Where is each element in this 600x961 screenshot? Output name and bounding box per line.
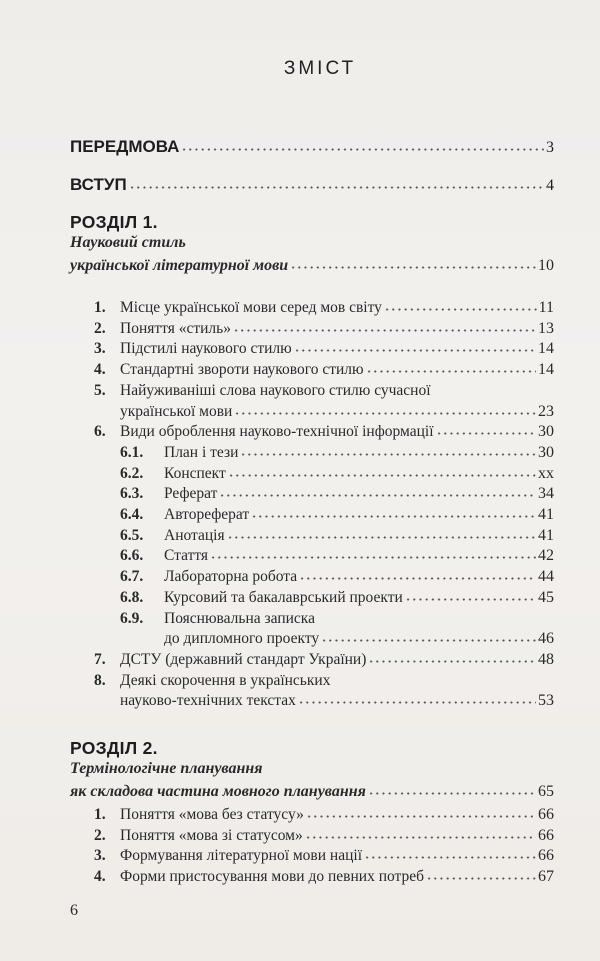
entry-page: 67 xyxy=(538,868,554,886)
entry-page: xx xyxy=(538,464,554,482)
entry-line xyxy=(94,526,554,547)
entry-line xyxy=(94,588,554,609)
entry-line xyxy=(94,609,554,630)
chapter-subtitle-text: Термінологічне планування xyxy=(70,760,263,777)
chapter-page: 10 xyxy=(538,257,554,274)
dot-leader xyxy=(299,577,536,580)
entry-line xyxy=(94,546,554,567)
entry-line xyxy=(94,402,554,423)
chapter-subtitle-line xyxy=(70,779,554,805)
dot-leader xyxy=(384,308,537,311)
entry-title: Підстилі наукового стилю xyxy=(120,340,292,358)
entry-line xyxy=(94,339,554,360)
entry-title: української мови xyxy=(120,402,233,420)
entry-number: 2. xyxy=(94,826,106,844)
toc-subsection xyxy=(94,484,554,505)
dot-leader xyxy=(228,474,536,477)
entry-number: 2. xyxy=(94,319,106,337)
entry-number: 6.9. xyxy=(120,609,144,627)
entry-page: 45 xyxy=(538,588,554,606)
entry-line xyxy=(94,484,554,505)
entry-number: 6.5. xyxy=(120,526,144,544)
entry-line xyxy=(94,422,554,443)
entry-title: План і тези xyxy=(164,443,239,461)
dot-leader xyxy=(181,148,544,151)
contents-title: ЗМІСТ xyxy=(283,58,357,79)
toc-section xyxy=(94,671,554,712)
toc-section xyxy=(94,319,554,340)
entry-number: 8. xyxy=(94,671,106,689)
entry-number: 1. xyxy=(94,806,106,823)
entry-number: 5. xyxy=(94,381,106,399)
entry-label: ВСТУП xyxy=(70,175,127,194)
toc-section xyxy=(94,650,554,671)
entry-number: 4. xyxy=(94,361,106,379)
entry-page: 66 xyxy=(538,806,554,823)
chapter-page: 65 xyxy=(538,783,554,800)
toc-section xyxy=(94,381,554,422)
toc-entry-introduction xyxy=(70,175,554,195)
toc-section xyxy=(94,867,554,888)
toc-section xyxy=(94,846,554,867)
entry-page: 44 xyxy=(538,568,554,586)
entry-label: ПЕРЕДМОВА xyxy=(70,137,180,156)
entry-line xyxy=(94,319,554,340)
entry-line xyxy=(94,298,554,319)
entry-title: до дипломного проекту xyxy=(164,630,320,648)
entry-number: 6.1. xyxy=(120,443,144,461)
toc-subsection xyxy=(94,588,554,609)
entry-page: 46 xyxy=(538,630,554,648)
dot-leader xyxy=(405,598,536,601)
entry-number: 3. xyxy=(94,847,106,865)
dot-leader xyxy=(294,349,536,352)
dot-leader xyxy=(210,556,536,559)
dot-leader xyxy=(251,515,536,518)
entry-title: Поняття «мова без статусу» xyxy=(120,806,304,823)
entry-page: 53 xyxy=(538,692,554,710)
dot-leader xyxy=(129,186,544,189)
entry-line xyxy=(94,846,554,867)
entry-line xyxy=(94,671,554,692)
entry-title: Лабораторна робота xyxy=(164,568,298,586)
entry-number: 6.7. xyxy=(120,568,144,586)
toc-section xyxy=(94,298,554,319)
chapter-2-items xyxy=(94,805,554,888)
entry-number: 3. xyxy=(94,340,106,358)
entry-title: Місце української мови серед мов світу xyxy=(120,299,382,316)
dot-leader xyxy=(234,412,536,415)
toc-section xyxy=(94,360,554,381)
entry-title: Пояснювальна записка xyxy=(164,609,315,627)
dot-leader xyxy=(368,792,536,795)
entry-line xyxy=(94,650,554,671)
entry-title: Стандартні звороти наукового стилю xyxy=(120,361,364,379)
entry-line xyxy=(94,629,554,650)
chapter-2 xyxy=(70,738,554,805)
entry-number: 1. xyxy=(94,299,106,316)
entry-title: Поняття «стиль» xyxy=(120,319,231,337)
dot-leader xyxy=(305,836,536,839)
dot-leader xyxy=(368,660,536,663)
entry-page: 30 xyxy=(538,443,554,461)
toc-section xyxy=(94,826,554,847)
dot-leader xyxy=(436,432,536,435)
entry-page: 41 xyxy=(538,506,554,524)
entry-number: 6.6. xyxy=(120,547,144,565)
entry-page: 4 xyxy=(546,177,554,194)
chapter-subtitle-text: Науковий стиль xyxy=(70,234,186,251)
toc-section xyxy=(94,805,554,826)
entry-number: 6.3. xyxy=(120,485,144,503)
dot-leader xyxy=(364,856,536,859)
entry-title: Форми пристосування мови до певних потреб xyxy=(120,868,425,886)
entry-line xyxy=(94,443,554,464)
entry-title: Курсовий та бакалаврський проекти xyxy=(164,588,403,606)
entry-line xyxy=(94,464,554,485)
dot-leader xyxy=(240,453,536,456)
entry-number: 6.2. xyxy=(120,464,144,482)
entry-page: 48 xyxy=(538,650,554,668)
entry-number: 4. xyxy=(94,868,106,886)
chapter-subtitle-text: української літературної мови xyxy=(70,257,289,274)
entry-number: 7. xyxy=(94,650,106,668)
page-number: 6 xyxy=(70,902,78,919)
entry-page: 3 xyxy=(546,139,554,156)
entry-line xyxy=(94,867,554,888)
entry-title: Стаття xyxy=(164,547,209,565)
dot-leader xyxy=(306,815,536,818)
chapter-subtitle-line xyxy=(70,758,554,779)
toc-section xyxy=(94,339,554,360)
dot-leader xyxy=(290,266,536,269)
entry-title: Реферат xyxy=(164,485,218,503)
toc-subsection xyxy=(94,567,554,588)
entry-title: Найуживаніші слова наукового стилю сучасної xyxy=(120,381,431,399)
toc-subsection xyxy=(94,443,554,464)
toc-subsection xyxy=(94,464,554,485)
entry-page: 14 xyxy=(538,361,554,379)
entry-line xyxy=(94,505,554,526)
entry-page: 34 xyxy=(538,485,554,503)
chapter-subtitle-line xyxy=(70,232,554,253)
entry-title: Поняття «мова зі статусом» xyxy=(120,826,303,844)
entry-page: 42 xyxy=(538,547,554,565)
toc-section xyxy=(94,422,554,443)
dot-leader xyxy=(321,639,536,642)
entry-title: Автореферат xyxy=(164,506,250,524)
entry-title: Конспект xyxy=(164,464,226,482)
entry-line xyxy=(94,567,554,588)
entry-title: Деякі скорочення в українських xyxy=(120,671,331,689)
toc-subsection xyxy=(94,526,554,547)
entry-page: 11 xyxy=(538,299,554,316)
chapter-heading: РОЗДІЛ 2. xyxy=(70,738,158,758)
chapter-heading: РОЗДІЛ 1. xyxy=(70,212,158,232)
dot-leader xyxy=(227,536,536,539)
entry-title: ДСТУ (державний стандарт України) xyxy=(120,650,367,668)
dot-leader xyxy=(219,494,536,497)
entry-line xyxy=(94,826,554,847)
chapter-1-items xyxy=(94,298,554,712)
entry-page: 14 xyxy=(538,340,554,358)
toc-subsection xyxy=(94,609,554,650)
entry-line xyxy=(94,805,554,826)
entry-number: 6. xyxy=(94,423,106,441)
entry-page: 66 xyxy=(538,826,554,844)
entry-title: Анотація xyxy=(164,526,225,544)
entry-page: 23 xyxy=(538,402,554,420)
chapter-1 xyxy=(70,212,554,279)
entry-page: 66 xyxy=(538,847,554,865)
dot-leader xyxy=(298,701,536,704)
entry-page: 13 xyxy=(538,319,554,337)
entry-number: 6.8. xyxy=(120,588,144,606)
entry-number: 6.4. xyxy=(120,506,144,524)
dot-leader xyxy=(233,329,536,332)
entry-page: 41 xyxy=(538,526,554,544)
toc-entry-foreword xyxy=(70,137,554,157)
entry-title: Види оброблення науково-технічної інформації xyxy=(120,423,434,441)
entry-title: Формування літературної мови нації xyxy=(120,847,363,865)
chapter-subtitle-line xyxy=(70,253,554,279)
entry-title: науково-технічних текстах xyxy=(120,692,296,710)
entry-page: 30 xyxy=(538,423,554,441)
toc-subsection xyxy=(94,546,554,567)
entry-line xyxy=(94,691,554,712)
chapter-subtitle-text: як складова частина мовного планування xyxy=(70,783,366,800)
dot-leader xyxy=(426,877,536,880)
entry-line xyxy=(94,360,554,381)
dot-leader xyxy=(366,370,536,373)
entry-line xyxy=(94,381,554,402)
toc-subsection xyxy=(94,505,554,526)
